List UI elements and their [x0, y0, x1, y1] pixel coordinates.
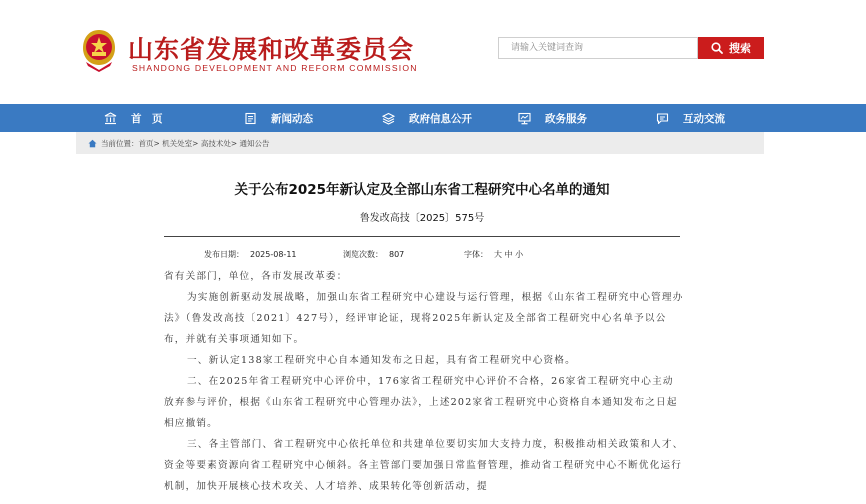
body-paragraph: 二、在2025年省工程研究中心评价中，176家省工程研究中心评价不合格，26家省工程研究中心主动放弃参与评价，根据《山东省工程研究中心管理办法》，上述202家省工程研究中心资格自本通知发布之日起相应撤销。 [164, 376, 678, 429]
monitor-icon [518, 112, 531, 125]
newspaper-icon [244, 112, 257, 125]
national-emblem-icon [80, 28, 118, 72]
view-count-value: 807 [389, 250, 405, 259]
article-body [164, 266, 684, 497]
site-title: 山东省发展和改革委员会 [128, 35, 415, 64]
search-button-label: 搜索 [729, 42, 751, 55]
bank-icon [104, 112, 117, 125]
font-size-options[interactable]: 大 中 小 [494, 250, 524, 259]
chat-icon [656, 112, 669, 125]
nav-item-services[interactable] [518, 104, 587, 132]
nav-item-gov-info[interactable] [382, 104, 472, 132]
main-nav [0, 104, 866, 132]
site-header [0, 0, 866, 104]
nav-item-interaction[interactable] [656, 104, 725, 132]
search-button[interactable] [698, 37, 764, 59]
view-count [343, 249, 410, 260]
article-title: 关于公布2025年新认定及全部山东省工程研究中心名单的通知 [234, 182, 610, 198]
nav-item-label: 首 页 [131, 112, 163, 125]
font-size-control [464, 249, 529, 260]
publish-date [204, 249, 303, 260]
search-input[interactable] [498, 37, 698, 59]
layers-icon [382, 112, 395, 125]
publish-date-label: 发布日期： [204, 250, 244, 259]
search-icon [711, 42, 723, 54]
publish-date-value: 2025-08-11 [250, 250, 297, 259]
breadcrumb [76, 132, 764, 154]
title-divider [164, 236, 680, 237]
body-paragraph: 一、新认定138家工程研究中心自本通知发布之日起，具有省工程研究中心资格。 [187, 355, 576, 366]
nav-item-label: 互动交流 [683, 112, 725, 125]
home-icon [88, 139, 97, 148]
nav-item-home[interactable] [104, 104, 163, 132]
nav-item-news[interactable] [244, 104, 313, 132]
body-paragraph: 三、各主管部门、省工程研究中心依托单位和共建单位要切实加大支持力度，积极推动相关政策和人才、资金等要素资源向省工程研究中心倾斜。各主管部门要加强日常监督管理，推动省工程研究中心不断优化运行机制，加快开展核心技术攻关、人才培养、成果转化等创新活动，提 [164, 439, 684, 492]
salutation-paragraph: 省有关部门，单位，各市发展改革委： [164, 271, 348, 282]
font-size-label: 字体： [464, 250, 488, 259]
nav-item-label: 政务服务 [545, 112, 587, 125]
nav-item-label: 新闻动态 [271, 112, 313, 125]
site-subtitle: SHANDONG DEVELOPMENT AND REFORM COMMISSION [132, 63, 418, 73]
breadcrumb-text[interactable]: 当前位置：首页> 机关处室> 高技术处> 通知公告 [101, 138, 270, 148]
body-paragraph: 为实施创新驱动发展战略，加强山东省工程研究中心建设与运行管理，根据《山东省工程研究中心管理办法》（鲁发改高技〔2021〕427号），经评审论证，现将2025年新认定及全部省工程研究中心名单予以公布，并就有关事项通知如下。 [164, 292, 684, 345]
view-count-label: 浏览次数： [343, 250, 383, 259]
document-number: 鲁发改高技〔2025〕575号 [359, 213, 485, 224]
nav-item-label: 政府信息公开 [409, 112, 472, 125]
